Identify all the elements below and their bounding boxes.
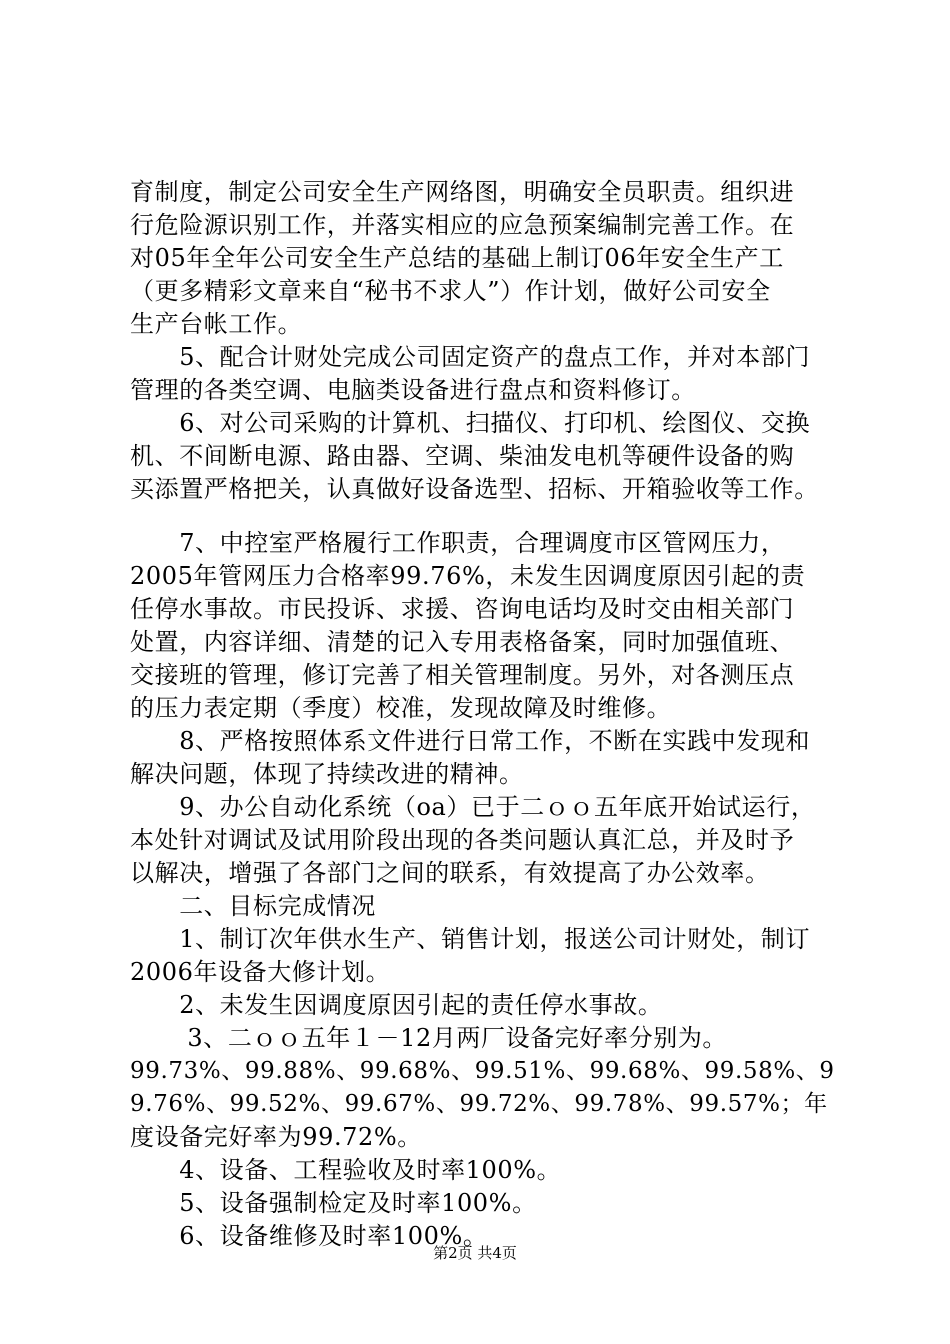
text-line: 机、不间断电源、路由器、空调、柴油发电机等硬件设备的购: [130, 442, 795, 470]
text-line: 买添置严格把关，认真做好设备选型、招标、开箱验收等工作。: [130, 475, 819, 503]
text-line: 育制度，制定公司安全生产网络图，明确安全员职责。组织进: [130, 178, 795, 206]
text-line: 7、中控室严格履行工作职责，合理调度市区管网压力，: [130, 529, 786, 557]
text-line: 99.73%、99.88%、99.68%、99.51%、99.68%、99.58%、9: [130, 1058, 835, 1084]
text-line: 任停水事故。市民投诉、求援、咨询电话均及时交由相关部门: [130, 595, 795, 623]
text-line: 5、配合计财处完成公司固定资产的盘点工作，并对本部门: [130, 343, 811, 371]
text-line: 生产台帐工作。: [130, 310, 303, 338]
text-line: 交接班的管理，修订完善了相关管理制度。另外，对各测压点: [130, 661, 795, 689]
page-footer: 第2页 共4页: [433, 1244, 517, 1262]
section-heading: 二、目标完成情况: [130, 892, 376, 920]
text-line: 度设备完好率为99.72%。: [130, 1123, 422, 1151]
text-line: 9、办公自动化系统（oa）已于二ｏｏ五年底开始试运行，: [130, 793, 816, 821]
text-line: 行危险源识别工作，并落实相应的应急预案编制完善工作。在: [130, 211, 795, 239]
text-line: 以解决，增强了各部门之间的联系，有效提高了办公效率。: [130, 859, 770, 887]
text-line: 4、设备、工程验收及时率100%。: [130, 1156, 562, 1184]
text-line: 6、对公司采购的计算机、扫描仪、打印机、绘图仪、交换: [130, 409, 811, 437]
text-line: 对05年全年公司安全生产总结的基础上制订06年安全生产工: [130, 244, 784, 272]
text-line: 3、二ｏｏ五年１－12月两厂设备完好率分别为。: [130, 1024, 728, 1052]
text-line: （更多精彩文章来自“秘书不求人”）作计划，做好公司安全: [130, 277, 771, 305]
text-line: 6、设备维修及时率100%。: [130, 1222, 488, 1250]
text-line: 处置，内容详细、清楚的记入专用表格备案，同时加强值班、: [130, 628, 795, 656]
text-line: 5、设备强制检定及时率100%。: [130, 1189, 537, 1217]
text-line: 本处针对调试及试用阶段出现的各类问题认真汇总，并及时予: [130, 826, 795, 854]
text-line: 1、制订次年供水生产、销售计划，报送公司计财处，制订: [130, 925, 811, 953]
text-line: 解决问题，体现了持续改进的精神。: [130, 760, 524, 788]
text-line: 管理的各类空调、电脑类设备进行盘点和资料修订。: [130, 376, 696, 404]
text-line: 2005年管网压力合格率99.76%，未发生因调度原因引起的责: [130, 562, 806, 590]
text-line: 8、严格按照体系文件进行日常工作，不断在实践中发现和: [130, 727, 811, 755]
text-line: 2006年设备大修计划。: [130, 958, 391, 986]
text-line: 的压力表定期（季度）校准，发现故障及时维修。: [130, 694, 672, 722]
text-line: 9.76%、99.52%、99.67%、99.72%、99.78%、99.57%；年: [130, 1091, 828, 1117]
text-line: 2、未发生因调度原因引起的责任停水事故。: [130, 991, 663, 1019]
